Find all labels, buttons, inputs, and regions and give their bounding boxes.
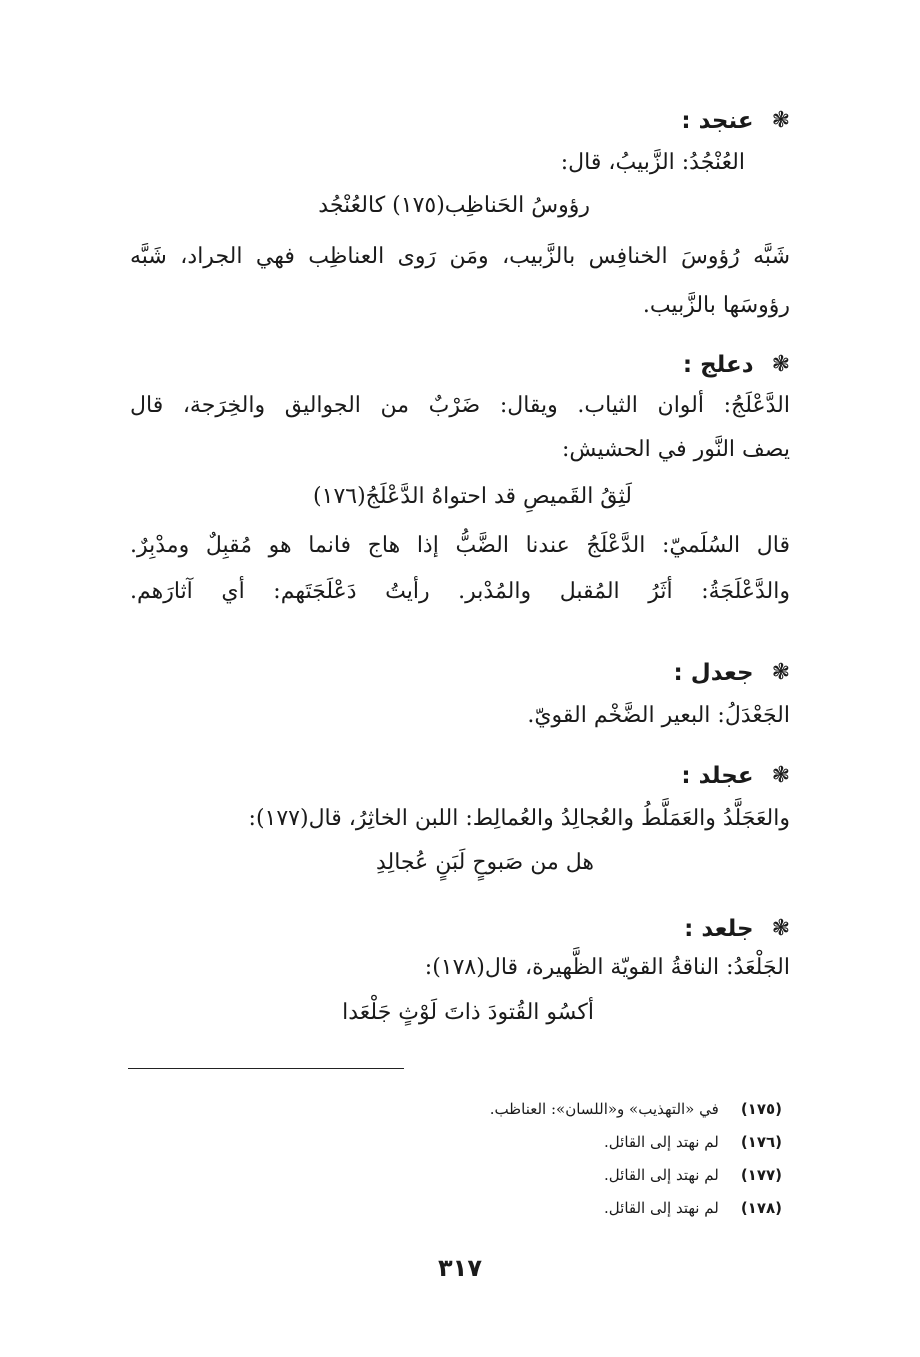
entry-star-icon: ❃	[771, 352, 790, 377]
footnote-text: لم نهتد إلى القائل.	[604, 1199, 719, 1217]
definition-line: رؤوسَها بالزَّبيب.	[642, 293, 790, 318]
footnote	[490, 1100, 782, 1118]
entry-headword: عنجد :	[681, 108, 754, 134]
entry-heading-jadal	[674, 660, 790, 686]
footnote	[604, 1133, 782, 1151]
definition-line: قال السُلَميّ: الدَّعْلَجُ عندنا الضَّبُّ إذا هاج فانما هو مُقبِلٌ ومدْبِرٌ.	[130, 533, 790, 558]
footnote-number: (١٧٨)	[740, 1199, 782, 1217]
footnote-text: لم نهتد إلى القائل.	[604, 1166, 719, 1184]
page-number: ٣١٧	[438, 1254, 482, 1282]
verse-line: هل من صَبوحٍ لَبَنٍ عُجالِدِ	[375, 850, 594, 875]
footnote-number: (١٧٧)	[740, 1166, 782, 1184]
definition-line: شَبَّه رُؤوسَ الخنافِس بالزَّبيب، ومَن رَوى العناظِب فهي الجراد، شَبَّه	[130, 244, 790, 269]
entry-headword: جعدل :	[673, 660, 754, 686]
entry-star-icon: ❃	[771, 763, 790, 788]
footnote-text: في «التهذيب» و«اللسان»: العناظب.	[489, 1100, 719, 1118]
verse-line: لَثِقُ القَميصِ قد احتواهُ الدَّعْلَجُ(١٧٦)	[313, 484, 632, 509]
definition-line: والعَجَلَّدُ والعَمَلَّطُ والعُجالِدُ والعُمالِط: اللبن الخاثِرُ، قال(١٧٧):	[248, 806, 790, 831]
footnote-number: (١٧٦)	[740, 1133, 782, 1151]
footnote-divider	[128, 1068, 404, 1069]
definition-line: الجَعْدَلُ: البعير الضَّخْم القويّ.	[527, 703, 790, 728]
verse-line: رؤوسُ الحَناظِب(١٧٥) كالعُنْجُد	[318, 193, 590, 218]
entry-star-icon: ❃	[771, 660, 790, 685]
entry-heading-anjad	[681, 108, 790, 134]
entry-star-icon: ❃	[771, 108, 790, 133]
entry-star-icon: ❃	[771, 916, 790, 941]
definition-line: يصف النَّور في الحشيش:	[562, 437, 790, 462]
entry-headword: عجلد :	[681, 763, 754, 789]
entry-heading-daalaj	[683, 352, 790, 378]
definition-line: الدَّعْلَجُ: ألوان الثياب. ويقال: ضَرْبٌ من الجواليق والخِرَجة، قال	[130, 393, 790, 418]
definition-line: والدَّعْلَجَةُ: أثَرُ المُقبل والمُدْبر. رأيتُ دَعْلَجَتَهم: أي آثارَهم.	[130, 579, 790, 604]
verse-line: أكسُو القُتودَ ذاتَ لَوْثٍ جَلْعَدا	[342, 1000, 594, 1025]
entry-heading-ajlad	[681, 763, 790, 789]
footnote-text: لم نهتد إلى القائل.	[604, 1133, 719, 1151]
entry-headword: جلعد :	[684, 916, 754, 942]
footnote-number: (١٧٥)	[740, 1100, 782, 1118]
entry-headword: دعلج :	[682, 352, 754, 378]
footnote	[604, 1166, 782, 1184]
entry-heading-jalad	[684, 916, 790, 942]
definition-line: العُنْجُدُ: الزَّبيبُ، قال:	[560, 150, 745, 175]
definition-line: الجَلْعَدُ: الناقةُ القويّة الظَّهيرة، قال(١٧٨):	[424, 955, 790, 980]
footnote	[604, 1199, 782, 1217]
